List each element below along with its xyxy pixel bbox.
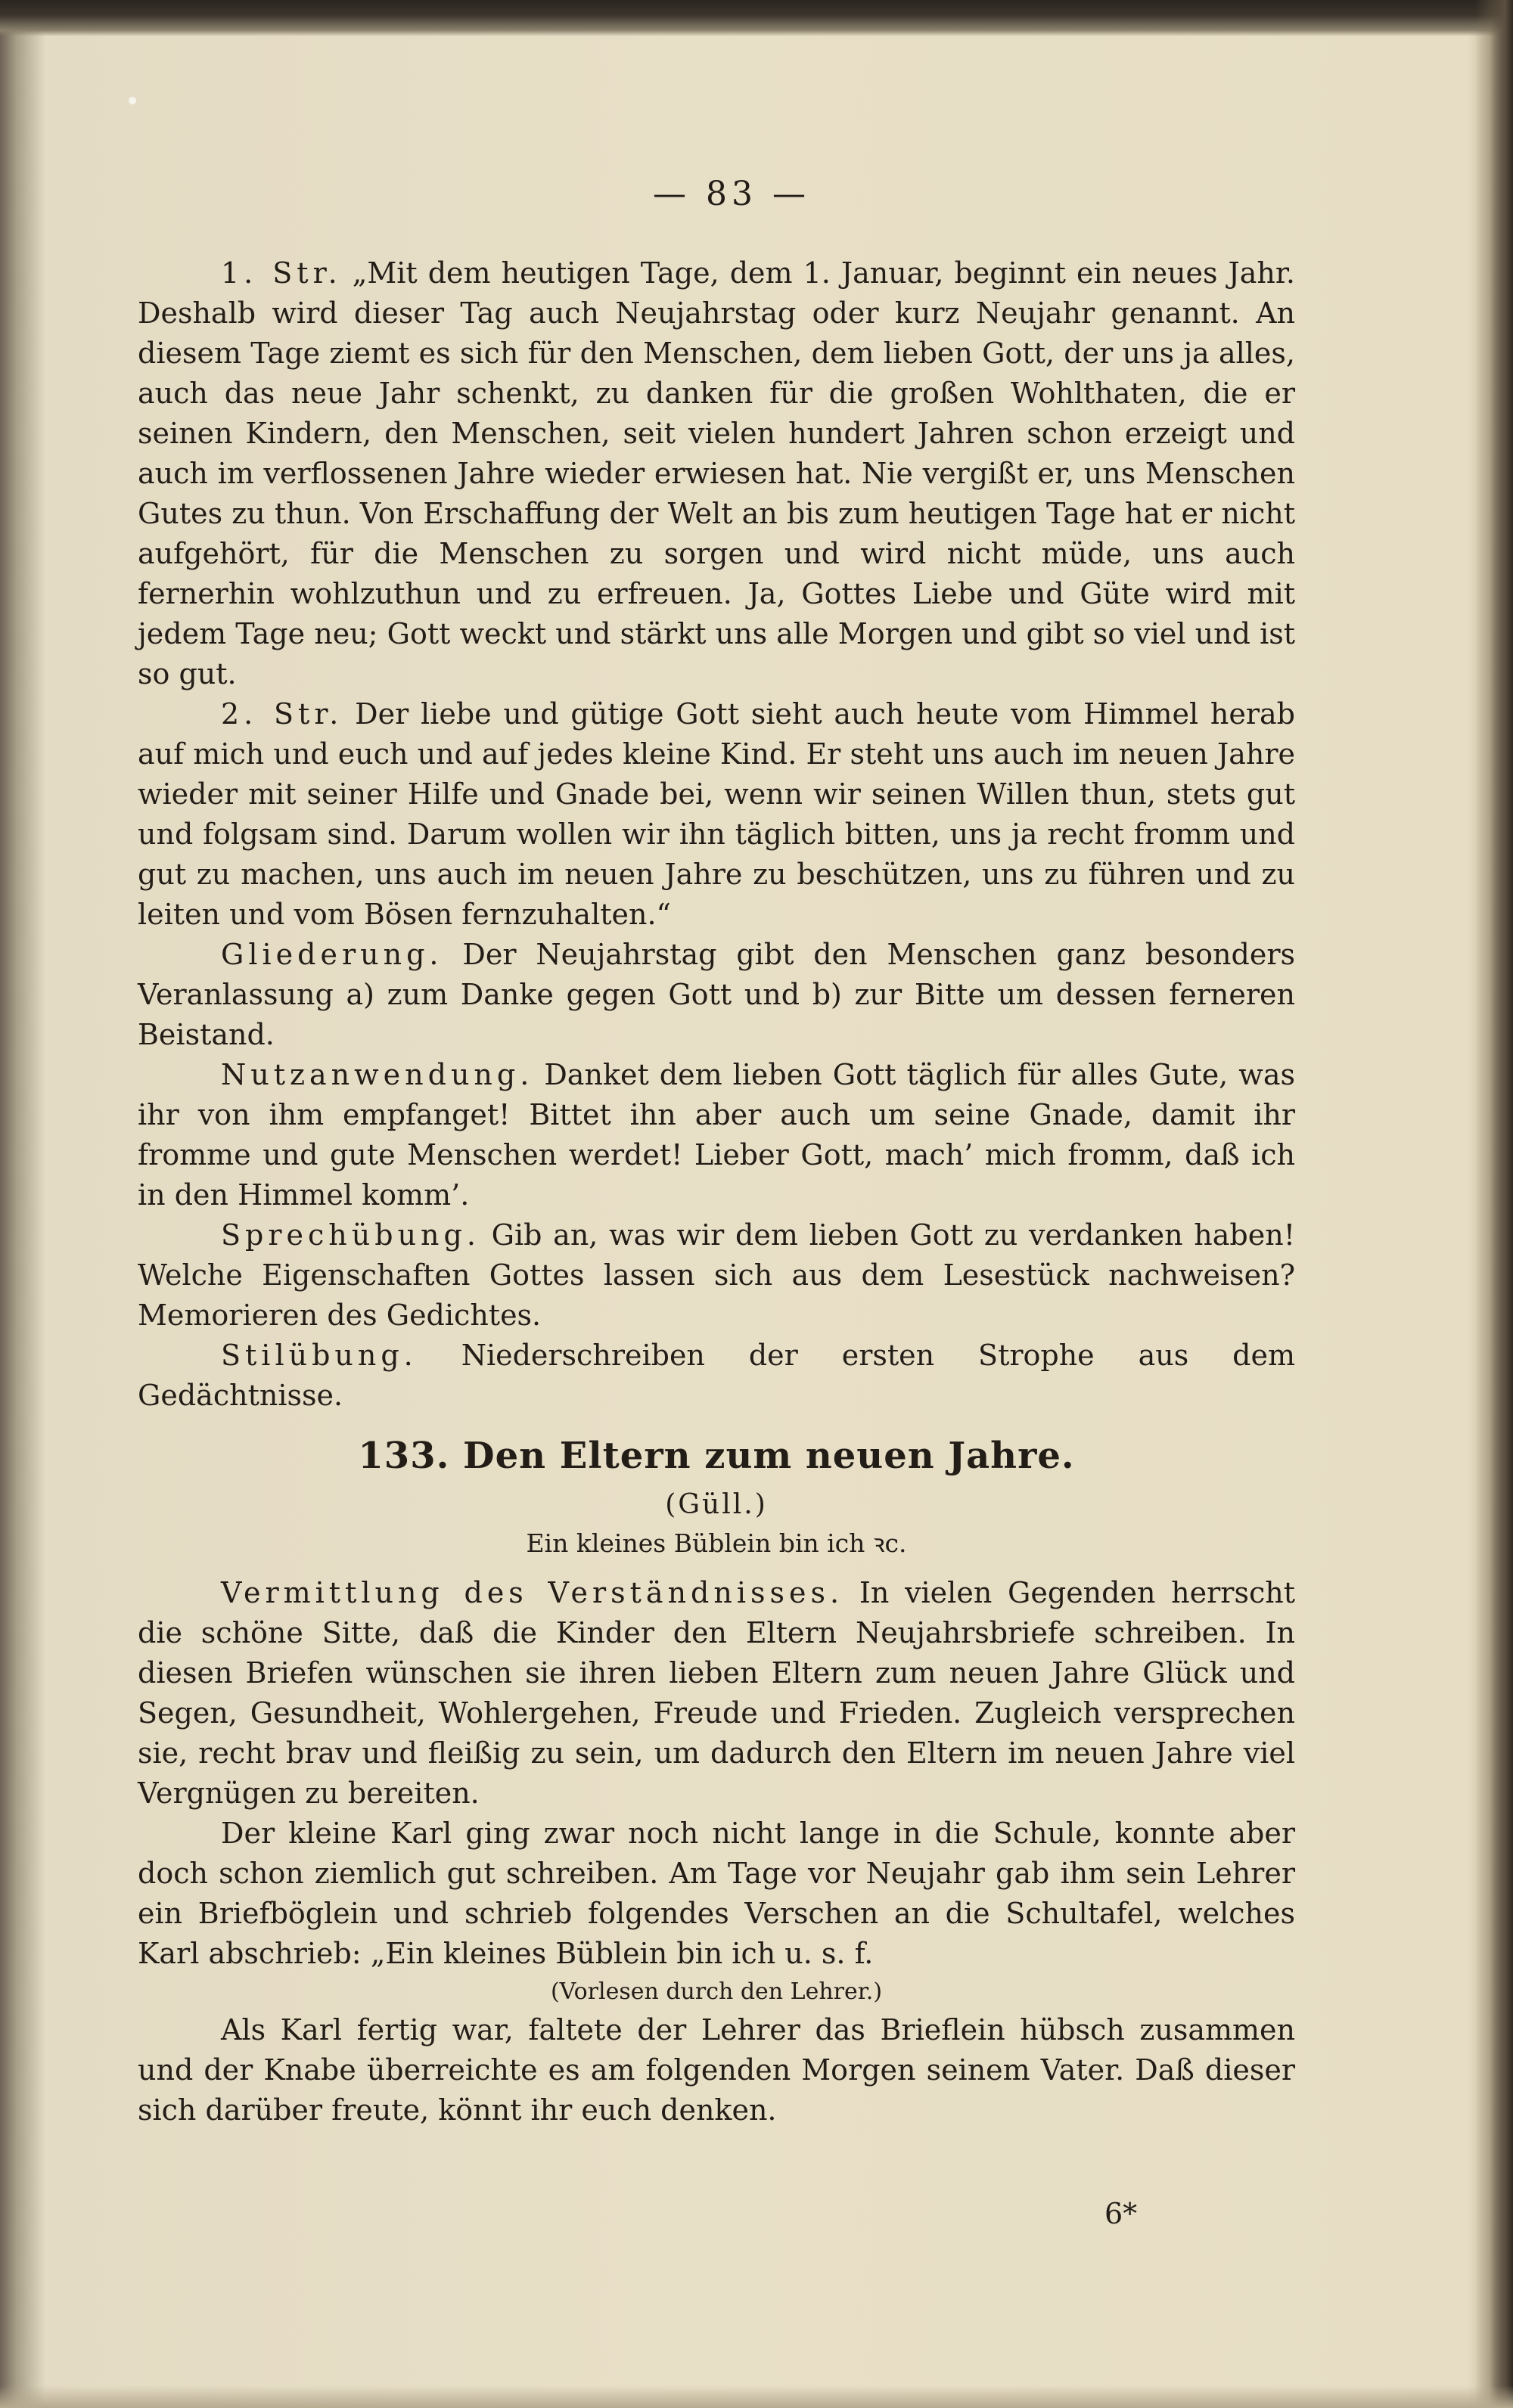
gliederung-label: Gliederung.: [221, 938, 443, 971]
paragraph-karl: Der kleine Karl ging zwar noch nicht lange in die Schule, konnte aber doch schon ziemlich gut schreiben. Am Tage vor Neujahr gab ihm sein Lehrer ein Briefböglein und schrieb folgendes Verschen an die Schultafel, welches Karl abschrieb: „Ein kleines Büblein bin ich u. s. f.: [138, 1817, 1295, 1970]
poem-first-line: Ein kleines Büblein bin ich ꝛc.: [526, 1528, 907, 1558]
sprechuebung-text: Gib an, was wir dem lieben Gott zu verdanken haben! Welche Eigenschaften Gottes lassen sich aus dem Lesestück nachweisen? Memorieren des Gedichtes.: [138, 1218, 1295, 1332]
paragraph-vermittlung: [138, 1573, 1295, 1814]
paragraph-final: Als Karl fertig war, faltete der Lehrer das Brieflein hübsch zusammen und der Knabe überreichte es am folgenden Morgen seinem Vater. Daß dieser sich darüber freute, könnt ihr euch denken.: [138, 2013, 1295, 2127]
poem-author: (Güll.): [665, 1489, 768, 1520]
signature-mark: 6*: [1104, 2197, 1138, 2230]
strophe-2-text: Der liebe und gütige Gott sieht auch heute vom Himmel herab auf mich und euch und auf jedes kleine Kind. Er steht uns auch im neuen Jahre wieder mit seiner Hilfe und Gnade bei, wenn wir seinen Willen thun, stets gut und folgsam sind. Darum wollen wir ihn täglich bitten, uns ja recht fromm und gut zu machen, uns auch im neuen Jahre zu beschützen, uns zu führen und zu leiten und vom Bösen fernzuhalten.“: [138, 697, 1295, 931]
page-number: — 83 —: [653, 175, 810, 213]
strophe-1-label: 1. Str.: [221, 256, 342, 290]
vermittlung-label: Vermittlung des Verständnisses.: [221, 1576, 844, 1609]
paragraph-stiluebung: [138, 1336, 1295, 1416]
strophe-2-label: 2. Str.: [221, 697, 343, 731]
paragraph-gliederung: [138, 935, 1295, 1055]
paragraph-sprechuebung: [138, 1215, 1295, 1336]
page-top-edge: [0, 0, 1513, 36]
page-text: [138, 174, 1295, 2130]
reading-note: (Vorlesen durch den Lehrer.): [550, 1978, 883, 2005]
sprechuebung-label: Sprechübung.: [221, 1218, 480, 1252]
gliederung-text: Der Neujahrstag gibt den Menschen ganz besonders Veranlassung a) zum Danke gegen Gott und b) zur Bitte um dessen ferneren Beistand.: [138, 938, 1295, 1051]
paper-speck: [129, 97, 136, 104]
vermittlung-text: In vielen Gegenden herrscht die schöne Sitte, daß die Kinder den Eltern Neujahrsbriefe schreiben. In diesen Briefen wünschen sie ihren lieben Eltern zum neuen Jahre Glück und Segen, Gesundheit, Wohlergehen, Freude und Frieden. Zugleich versprechen sie, recht brav und fleißig zu sein, um dadurch den Eltern im neuen Jahre viel Vergnügen zu bereiten.: [138, 1576, 1296, 1810]
strophe-1-text: „Mit dem heutigen Tage, dem 1. Januar, beginnt ein neues Jahr. Deshalb wird dieser Tag auch Neujahrstag oder kurz Neujahr genannt. An diesem Tage ziemt es sich für den Menschen, dem lieben Gott, der uns ja alles, auch das neue Jahr schenkt, zu danken für die großen Wohlthaten, die er seinen Kindern, den Menschen, seit vielen hundert Jahren schon erzeigt und auch im verflossenen Jahre wieder erwiesen hat. Nie vergißt er, uns Menschen Gutes zu thun. Von Erschaffung der Welt an bis zum heutigen Tage hat er nicht aufgehört, für die Menschen zu sorgen und wird nicht müde, uns auch fernerhin wohlzuthun und zu erfreuen. Ja, Gottes Liebe und Güte wird mit jedem Tage neu; Gott weckt und stärkt uns alle Morgen und gibt so viel und ist so gut.: [138, 256, 1295, 690]
page-gutter-edge: [1475, 0, 1513, 2408]
paragraph-nutzanwendung: [138, 1055, 1295, 1215]
page-bottom-edge: [0, 2385, 1513, 2408]
section-title: 133. Den Eltern zum neuen Jahre.: [358, 1435, 1075, 1477]
nutzanwendung-text: Danket dem lieben Gott täglich für alles Gute, was ihr von ihm empfanget! Bittet ihn aber auch um seine Gnade, damit ihr fromme und gute Menschen werdet! Lieber Gott, mach’ mich fromm, daß ich in den Himmel komm’.: [138, 1058, 1295, 1212]
paragraph-strophe-2: [138, 694, 1295, 935]
stiluebung-text: Niederschreiben der ersten Strophe aus dem Gedächtnisse.: [138, 1339, 1295, 1412]
stiluebung-label: Stilübung.: [221, 1339, 418, 1372]
nutzanwendung-label: Nutzanwendung.: [221, 1058, 534, 1091]
paragraph-strophe-1: [138, 253, 1295, 694]
